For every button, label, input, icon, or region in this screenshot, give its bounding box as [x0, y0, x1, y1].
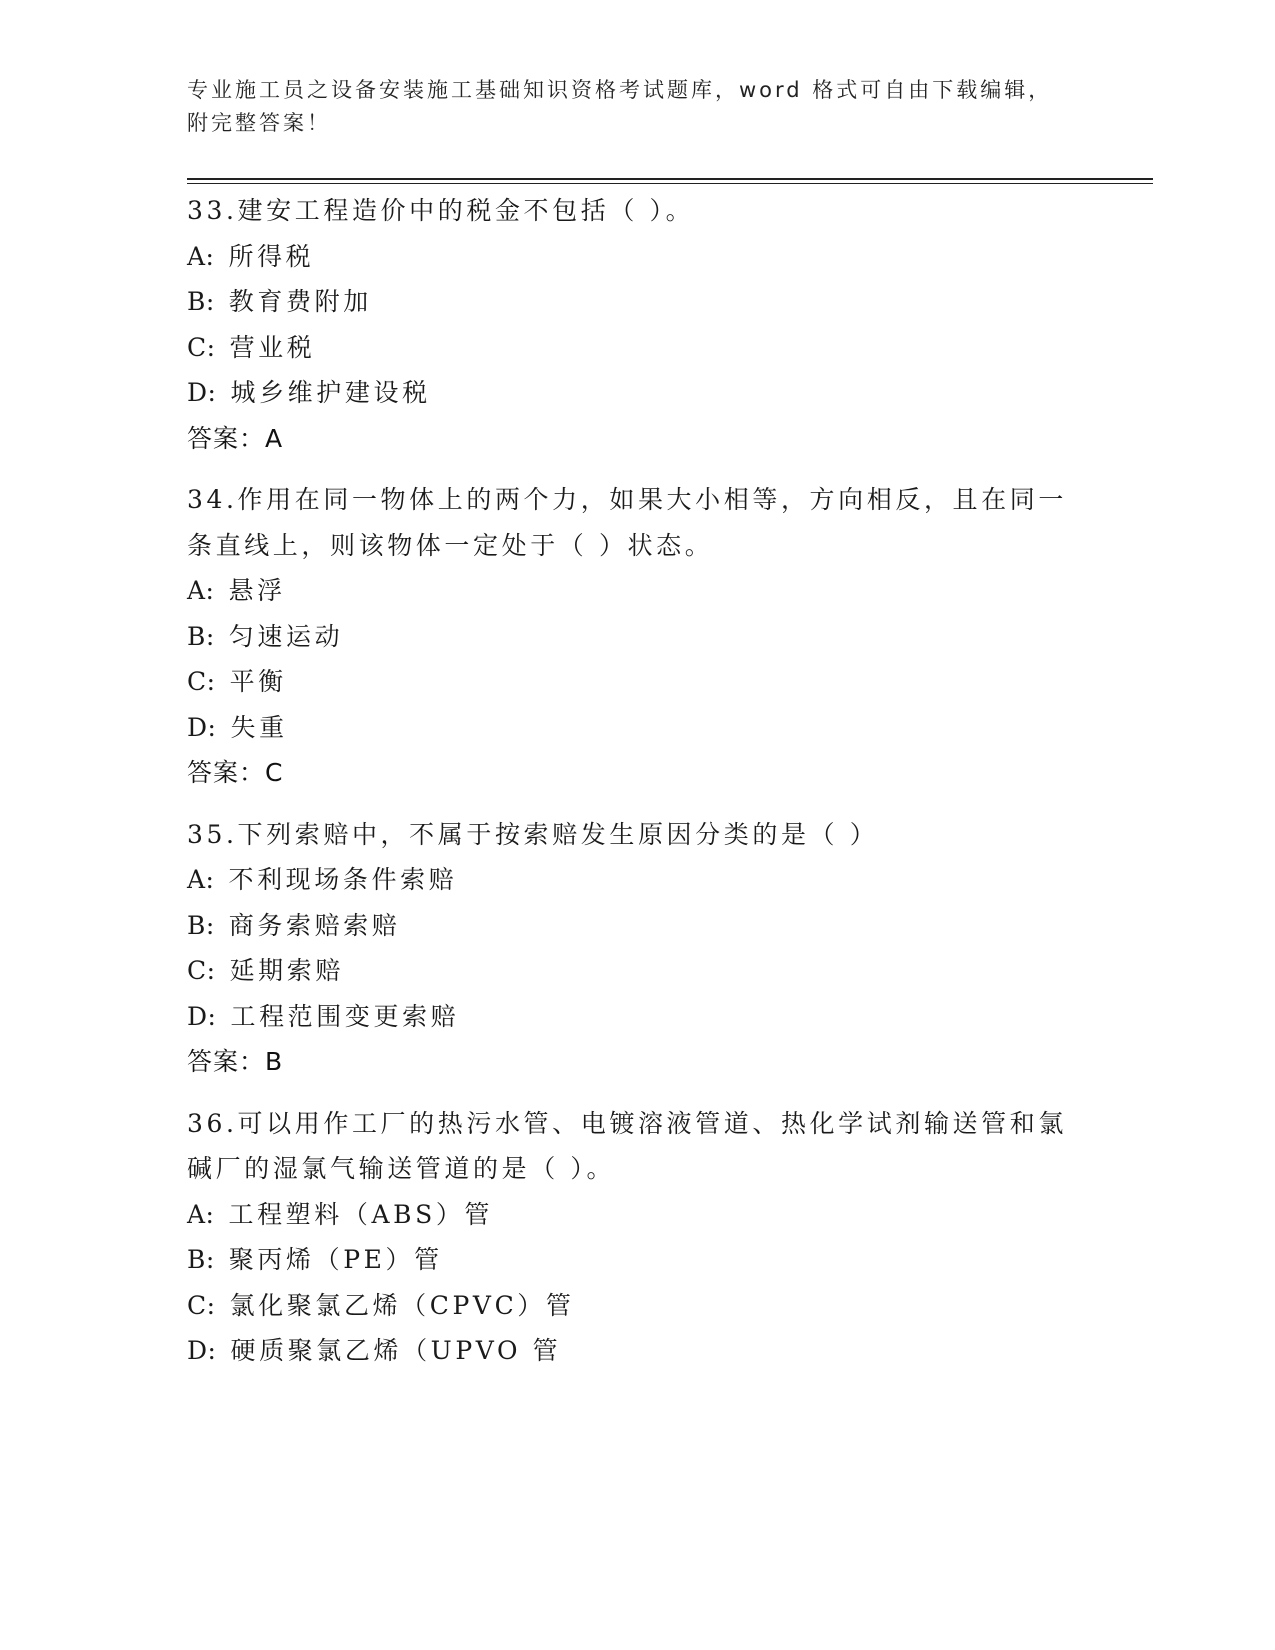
option-text: 悬浮 [228, 576, 286, 605]
header-title-line-2: 附完整答案！ [187, 111, 331, 135]
option-letter: B: [187, 910, 215, 940]
option-b [187, 1237, 1087, 1283]
answer-line: 答案：A [187, 423, 284, 453]
option-d [187, 994, 1087, 1040]
option-letter: D: [187, 378, 217, 407]
option-text: 硬质聚氯乙烯（UPVO 管 [230, 1336, 562, 1365]
option-letter: A: [187, 1199, 215, 1229]
answer-line: 答案：B [187, 1047, 284, 1076]
option-a [187, 568, 1087, 614]
option-text: 匀速运动 [228, 621, 344, 651]
document-header [187, 74, 1067, 140]
option-d [187, 1328, 1087, 1374]
option-a [187, 857, 1087, 903]
option-c [187, 659, 1087, 705]
question-33 [187, 188, 1087, 461]
option-text: 平衡 [229, 667, 287, 696]
option-letter: D: [187, 1001, 217, 1031]
question-text: 36.可以用作工厂的热污水管、电镀溶液管道、热化学试剂输送管和氯 [187, 1108, 1067, 1138]
question-text: 34.作用在同一物体上的两个力，如果大小相等，方向相反，且在同一 [187, 485, 1067, 514]
option-c [187, 1283, 1087, 1329]
header-divider-thick [187, 178, 1153, 180]
option-letter: D: [187, 712, 217, 742]
question-36 [187, 1101, 1087, 1374]
option-text: 工程范围变更索赔 [230, 1001, 460, 1031]
option-letter: C: [187, 1290, 216, 1320]
option-text: 所得税 [228, 241, 315, 271]
option-text: 聚丙烯（PE）管 [228, 1245, 443, 1274]
option-b [187, 614, 1087, 660]
option-letter: A: [187, 241, 215, 271]
option-text: 商务索赔索赔 [228, 910, 401, 940]
option-a [187, 234, 1087, 280]
option-c [187, 948, 1087, 994]
question-text-continued: 碱厂的湿氯气输送管道的是（ ）。 [187, 1154, 616, 1183]
option-a [187, 1192, 1087, 1238]
question-text-continued: 条直线上，则该物体一定处于（ ）状态。 [187, 530, 714, 560]
option-letter: C: [187, 956, 216, 985]
header-title-line-1: 专业施工员之设备安装施工基础知识资格考试题库，word 格式可自由下载编辑， [187, 78, 1053, 102]
question-35 [187, 812, 1087, 1085]
option-letter: B: [187, 621, 215, 651]
option-text: 失重 [230, 712, 288, 742]
answer-line: 答案：C [187, 758, 284, 787]
option-d [187, 370, 1087, 416]
option-c [187, 325, 1087, 371]
question-text: 35.下列索赔中，不属于按索赔发生原因分类的是（ ） [187, 819, 879, 849]
option-letter: B: [187, 287, 215, 316]
option-text: 城乡维护建设税 [230, 378, 431, 407]
question-list [187, 188, 1087, 1390]
option-text: 营业税 [229, 332, 316, 362]
option-text: 不利现场条件索赔 [228, 865, 458, 894]
option-text: 工程塑料（ABS）管 [228, 1199, 494, 1229]
option-letter: D: [187, 1336, 217, 1365]
option-text: 教育费附加 [228, 287, 372, 316]
option-letter: C: [187, 332, 216, 362]
option-letter: A: [187, 865, 215, 894]
option-b [187, 903, 1087, 949]
question-34 [187, 477, 1087, 796]
option-letter: B: [187, 1245, 215, 1274]
option-b [187, 279, 1087, 325]
header-divider-thin [187, 183, 1153, 184]
option-letter: C: [187, 667, 216, 696]
option-text: 延期索赔 [229, 956, 344, 985]
option-d [187, 705, 1087, 751]
option-text: 氯化聚氯乙烯（CPVC）管 [229, 1290, 575, 1320]
question-text: 33.建安工程造价中的税金不包括（ ）。 [187, 196, 695, 225]
option-letter: A: [187, 576, 215, 605]
